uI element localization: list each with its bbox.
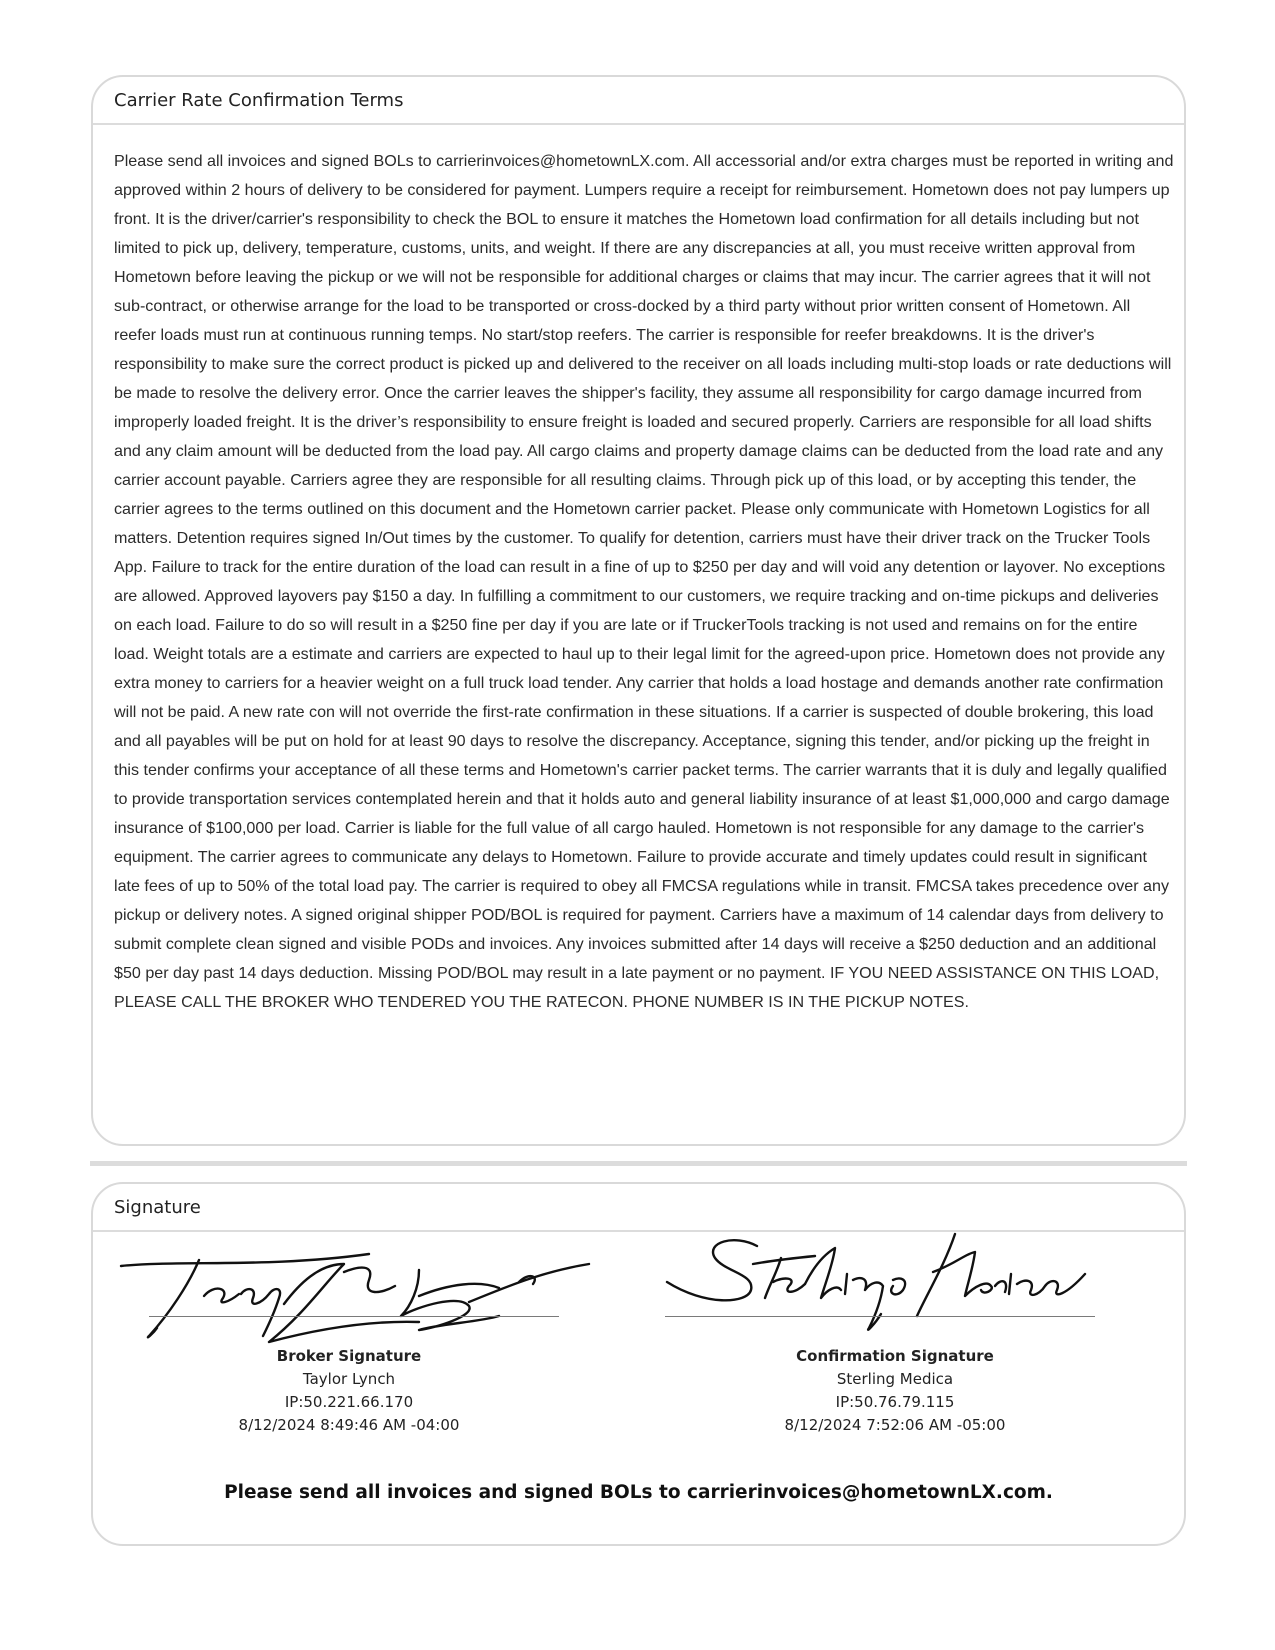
- broker-name: Taylor Lynch: [302, 1370, 396, 1388]
- confirmation-signature-image: [665, 1224, 1125, 1349]
- terms-title: Carrier Rate Confirmation Terms: [114, 89, 404, 111]
- confirmation-handwritten-signature: [665, 1224, 1105, 1349]
- broker-timestamp: 8/12/2024 8:49:46 AM -04:00: [238, 1416, 460, 1434]
- confirmation-signature-line: [665, 1316, 1095, 1317]
- broker-handwritten-signature: [119, 1224, 599, 1349]
- section-divider: [90, 1161, 1187, 1166]
- invoice-instructions: Please send all invoices and signed BOLs to carrierinvoices@hometownLX.com.: [224, 1482, 1053, 1503]
- broker-signature-label: Broker Signature: [276, 1347, 422, 1365]
- confirmation-ip: IP:50.76.79.115: [835, 1393, 955, 1411]
- terms-header: [93, 77, 1184, 125]
- confirmation-signature-block: [665, 1224, 1125, 1437]
- broker-ip: IP:50.221.66.170: [284, 1393, 414, 1411]
- confirmation-signature-label: Confirmation Signature: [796, 1347, 994, 1365]
- confirmation-name: Sterling Medica: [836, 1370, 954, 1388]
- broker-signature-line: [149, 1316, 559, 1317]
- signature-title: Signature: [114, 1196, 201, 1218]
- terms-body: Please send all invoices and signed BOLs to carrierinvoices@hometownLX.com. All accessorial and/or extra charges must be reported in writing and approved within 2 hours of delivery to be considered for payment. Lumpers require a receipt for reimbursement. Hometown does not pay lumpers up front. It is the driver/carrier's responsibility to check the BOL to ensure it matches the Hometown load confirmation for all details including but not limited to pick up, delivery, temperature, customs, units, and weight. If there are any discrepancies at all, you must receive written approval from Hometown before leaving the pickup or we will not be responsible for additional charges or claims that may incur. The carrier agrees that it will not sub-contract, or otherwise arrange for the load to be transported or cross-docked by a third party without prior written consent of Hometown. All reefer loads must run at continuous running temps. No start/stop reefers. The carrier is responsible for reefer breakdowns. It is the driver's responsibility to make sure the correct product is picked up and delivered to the receiver on all loads including multi-stop loads or rate deductions will be made to resolve the delivery error. Once the carrier leaves the shipper's facility, they assume all responsibility for cargo damage incurred from improperly loaded freight. It is the driver’s responsibility to ensure freight is loaded and secured properly. Carriers are responsible for all load shifts and any claim amount will be deducted from the load pay. All cargo claims and property damage claims can be deducted from the load rate and any carrier account payable. Carriers agree they are responsible for all resulting claims. Through pick up of this load, or by accepting this tender, the carrier agrees to the terms outlined on this document and the Hometown carrier packet. Please only communicate with Hometown Logistics for all matters. Detention requires signed In/Out times by the customer. To qualify for detention, carriers must have their driver track on the Trucker Tools App. Failure to track for the entire duration of the load can result in a fine of up to $250 per day and will void any detention or layover. No exceptions are allowed. Approved layovers pay $150 a day. In fulfilling a commitment to our customers, we require tracking and on-time pickups and deliveries on each load. Failure to do so will result in a $250 fine per day if you are late or if TruckerTools tracking is not used and remains on for the entire load. Weight totals are a estimate and carriers are expected to haul up to their legal limit for the agreed-upon price. Hometown does not provide any extra money to carriers for a heavier weight on a full truck load tender. Any carrier that holds a load hostage and demands another rate confirmation will not be paid. A new rate con will not override the first-rate confirmation in these situations. If a carrier is suspected of double brokering, this load and all payables will be put on hold for at least 90 days to resolve the discrepancy. Acceptance, signing this tender, and/or picking up the freight in this tender confirms your acceptance of all these terms and Hometown's carrier packet terms. The carrier warrants that it is duly and legally qualified to provide transportation services contemplated herein and that it holds auto and general liability insurance of at least $1,000,000 and cargo damage insurance of $100,000 per load. Carrier is liable for the full value of all cargo hauled. Hometown is not responsible for any damage to the carrier's equipment. The carrier agrees to communicate any delays to Hometown. Failure to provide accurate and timely updates could result in significant late fees of up to 50% of the total load pay. The carrier is required to obey all FMCSA regulations while in transit. FMCSA takes precedence over any pickup or delivery notes. A signed original shipper POD/BOL is required for payment. Carriers have a maximum of 14 calendar days from delivery to submit complete clean signed and visible PODs and invoices. Any invoices submitted after 14 days will receive a $250 deduction and an additional $50 per day past 14 days deduction. Missing POD/BOL may result in a late payment or no payment. IF YOU NEED ASSISTANCE ON THIS LOAD, PLEASE CALL THE BROKER WHO TENDERED YOU THE RATECON. PHONE NUMBER IS IN THE PICKUP NOTES.: [114, 152, 1174, 1011]
- terms-card: [91, 75, 1186, 1146]
- confirmation-timestamp: 8/12/2024 7:52:06 AM -05:00: [784, 1416, 1006, 1434]
- broker-signature-block: [119, 1224, 579, 1437]
- broker-signature-image: [119, 1224, 579, 1349]
- signature-card: [91, 1182, 1186, 1546]
